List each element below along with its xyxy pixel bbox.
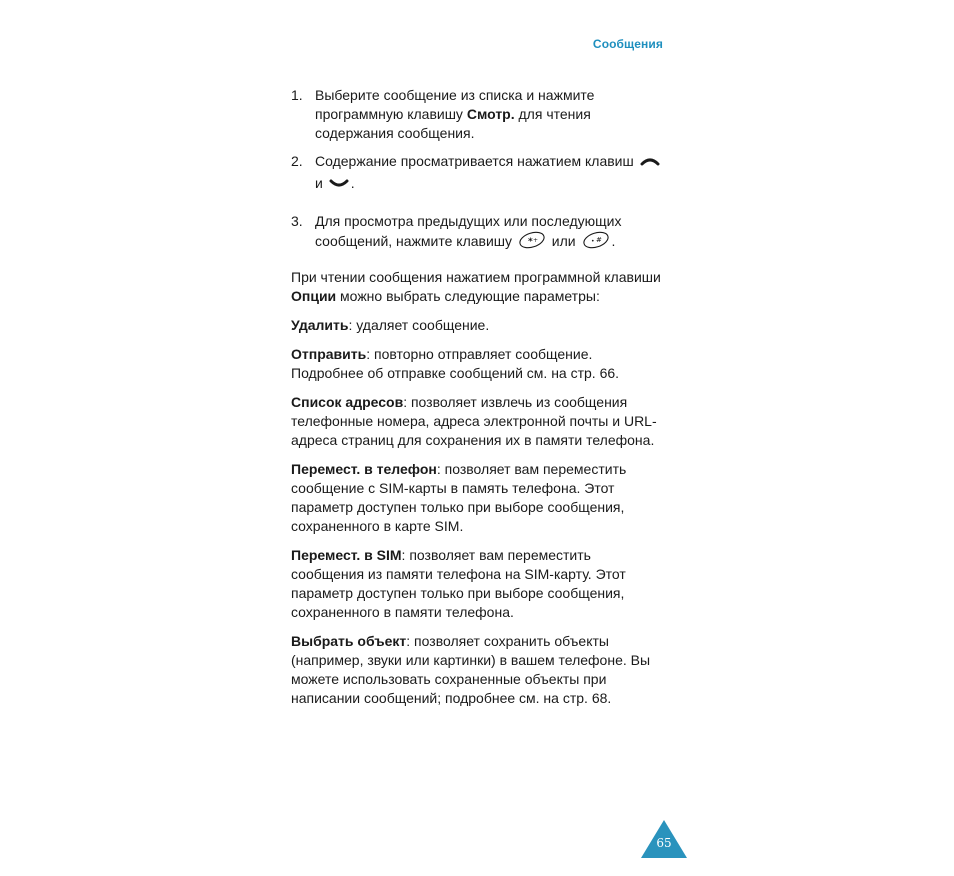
option-name: Выбрать объект xyxy=(291,633,407,649)
option-item xyxy=(291,632,663,708)
svg-text:•: • xyxy=(590,238,595,245)
soft-key-label: Смотр. xyxy=(466,106,515,122)
option-item xyxy=(291,393,663,450)
step-number: 1. xyxy=(291,87,303,103)
option-description: : позволяет сохранить объекты (например, звуки или картинки) в вашем телефоне. Вы можете использовать сохраненные объекты при написании сообщений; подробнее см. на стр. 68. xyxy=(291,633,651,706)
option-name: Список адресов xyxy=(291,394,404,410)
step-text: или xyxy=(547,233,580,249)
option-description: : позволяет вам переместить сообщения из памяти телефона на SIM-карту. Этот параметр доступен только при выборе сообщения, сохраненного в памяти телефона. xyxy=(291,547,626,620)
option-description: : позволяет извлечь из сообщения телефонные номера, адреса электронной почты и URL-адреса страниц для сохранения их в памяти телефона. xyxy=(291,394,657,448)
step-number: 2. xyxy=(291,153,303,169)
option-name: Удалить xyxy=(291,317,349,333)
step-text: для чтения содержания сообщения. xyxy=(315,106,591,141)
option-name: Перемест. в телефон xyxy=(291,461,437,477)
option-name: Отправить xyxy=(291,346,367,362)
page-number: 65 xyxy=(656,836,672,850)
step-text: . xyxy=(350,175,355,191)
option-item xyxy=(291,345,663,383)
hash-key-icon xyxy=(582,231,610,254)
svg-text:*: * xyxy=(527,237,533,247)
page-number-badge xyxy=(641,820,687,858)
page-content xyxy=(291,86,663,718)
list-item xyxy=(291,152,663,196)
option-description: : позволяет вам переместить сообщение с SIM-карты в память телефона. Этот параметр доступен только при выборе сообщения, сохраненного в карте SIM. xyxy=(291,461,627,534)
svg-text:#: # xyxy=(595,236,602,244)
option-item xyxy=(291,546,663,622)
steps-list xyxy=(291,86,663,254)
option-item xyxy=(291,460,663,536)
svg-text:+: + xyxy=(532,237,538,244)
intro-text: При чтении сообщения нажатием программной клавиши xyxy=(291,269,661,285)
step-text: Для просмотра предыдущих или последующих сообщений, нажмите клавишу xyxy=(315,213,622,249)
step-text: и xyxy=(315,175,327,191)
nav-up-key-icon xyxy=(640,155,660,174)
step-number: 3. xyxy=(291,213,303,229)
step-text: . xyxy=(611,233,616,249)
list-item xyxy=(291,212,663,254)
option-name: Перемест. в SIM xyxy=(291,547,402,563)
nav-down-key-icon xyxy=(329,177,349,196)
option-item xyxy=(291,316,663,335)
step-text: Содержание просматривается нажатием клавиш xyxy=(315,153,638,169)
option-description: : повторно отправляет сообщение. Подробнее об отправке сообщений см. на стр. 66. xyxy=(291,346,620,381)
soft-key-label: Опции xyxy=(291,288,337,304)
option-description: : удаляет сообщение. xyxy=(348,317,490,333)
intro-paragraph xyxy=(291,268,663,306)
section-header: Сообщения xyxy=(592,37,663,51)
list-item xyxy=(291,86,663,143)
star-key-icon xyxy=(518,231,546,254)
intro-text: можно выбрать следующие параметры: xyxy=(336,288,600,304)
step-text: Выберите сообщение из списка и нажмите программную клавишу xyxy=(315,87,595,122)
